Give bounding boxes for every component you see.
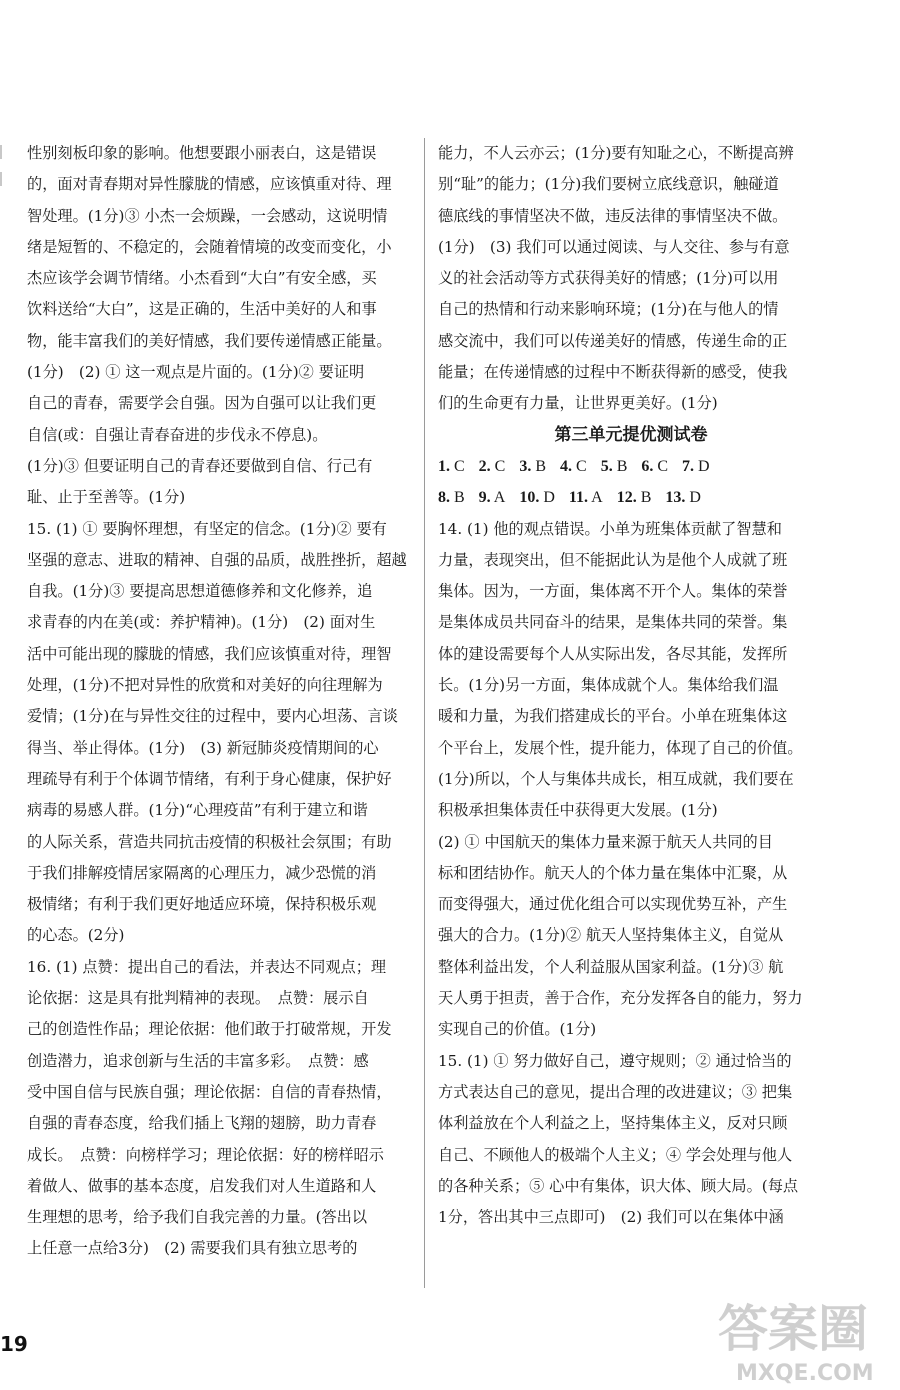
text-line: 智处理。(1分)③ 小杰一会烦躁，一会感动，这说明情 bbox=[27, 206, 388, 225]
text-line: 德底线的事情坚决不做，违反法律的事情坚决不做。 bbox=[438, 206, 788, 225]
text-line: 物，能丰富我们的美好情感，我们要传递情感正能量。 bbox=[27, 331, 392, 350]
answer-choice: A bbox=[493, 489, 506, 507]
answer-item bbox=[438, 458, 465, 475]
text-line: 整体利益出发，个人利益服从国家利益。(1分)③ 航 bbox=[438, 957, 784, 976]
text-line: 个平台上，发展个性，提升能力，体现了自己的价值。 bbox=[438, 738, 803, 757]
text-line: 活中可能出现的朦胧的情感，我们应该慎重对待，理智 bbox=[27, 644, 392, 663]
text-line: 14. (1) 他的观点错误。小单为班集体贡献了智慧和 bbox=[438, 519, 782, 538]
answer-item bbox=[569, 489, 603, 506]
text-line: 极情绪；有利于我们更好地适应环境，保持积极乐观 bbox=[27, 895, 377, 914]
answer-row bbox=[438, 482, 824, 513]
page-number: 19 bbox=[0, 1332, 28, 1356]
text-line: 能力，不人云亦云；(1分)要有知耻之心，不断提高辨 bbox=[438, 144, 794, 162]
answer-choice: B bbox=[616, 457, 628, 475]
text-line: (2) ① 中国航天的集体力量来源于航天人共同的目 bbox=[438, 832, 773, 851]
section-title: 第三单元提优测试卷 bbox=[554, 424, 708, 445]
question-number: 8. bbox=[438, 489, 450, 507]
answer-item bbox=[479, 489, 506, 506]
text-line: 自信(或：自强让青春奋进的步伐永不停息)。 bbox=[27, 425, 328, 444]
text-line: 的各种关系；⑤ 心中有集体，识大体、顾大局。(每点 bbox=[438, 1176, 799, 1195]
text-line: 是集体成员共同奋斗的结果，是集体共同的荣誉。集 bbox=[438, 613, 788, 632]
answer-choice: D bbox=[689, 489, 701, 507]
answer-item bbox=[665, 489, 701, 506]
text-line: 感交流中，我们可以传递美好的情感，传递生命的正 bbox=[438, 331, 788, 350]
question-number: 13. bbox=[665, 489, 686, 507]
text-line: 爱情；(1分)在与异性交往的过程中，要内心坦荡、言谈 bbox=[27, 707, 398, 726]
text-line: 体的建设需要每个人从实际出发，各尽其能，发挥所 bbox=[438, 644, 788, 663]
text-line: 杰应该学会调节情绪。小杰看到“大白”有安全感，买 bbox=[27, 269, 377, 288]
text-line: 集体。因为，一方面，集体离不开个人。集体的荣誉 bbox=[438, 582, 788, 601]
text-line: 坚强的意志、进取的精神、自强的品质，战胜挫折，超越 bbox=[27, 550, 407, 569]
text-line: 着做人、做事的基本态度，启发我们对人生道路和人 bbox=[27, 1176, 377, 1195]
right-column bbox=[438, 138, 824, 1233]
left-column bbox=[27, 138, 411, 1265]
watermark-logo bbox=[714, 1288, 894, 1388]
text-line: 15. (1) ① 努力做好自己，遵守规则；② 通过恰当的 bbox=[438, 1051, 792, 1070]
text-line: 自强的青春态度，给我们插上飞翔的翅膀，助力青春 bbox=[27, 1114, 377, 1133]
text-line: 的，面对青春期对异性朦胧的情感，应该慎重对待、理 bbox=[27, 175, 392, 194]
text-line: 处理，(1分)不把对异性的欣赏和对美好的向往理解为 bbox=[27, 676, 383, 695]
text-line: 求青春的内在美(或：养护精神)。(1分) (2) 面对生 bbox=[27, 613, 376, 632]
answer-choice: C bbox=[657, 457, 669, 475]
text-line: 自己的青春，需要学会自强。因为自强可以让我们更 bbox=[27, 394, 377, 413]
answer-item bbox=[682, 458, 710, 475]
answer-key bbox=[438, 451, 824, 514]
answer-choice: C bbox=[494, 457, 506, 475]
answer-item bbox=[560, 458, 587, 475]
text-line: 义的社会活动等方式获得美好的情感；(1分)可以用 bbox=[438, 269, 779, 288]
answer-item bbox=[641, 458, 668, 475]
answer-item bbox=[519, 489, 555, 506]
answer-item bbox=[601, 458, 628, 475]
left-edge-mark bbox=[0, 172, 2, 186]
text-line: 而变得强大，通过优化组合可以实现优势互补，产生 bbox=[438, 895, 788, 914]
question-number: 1. bbox=[438, 457, 450, 475]
text-line: 长。(1分)另一方面，集体成就个人。集体给我们温 bbox=[438, 676, 779, 695]
answer-choice: C bbox=[454, 457, 465, 475]
text-line: 15. (1) ① 要胸怀理想，有坚定的信念。(1分)② 要有 bbox=[27, 519, 387, 538]
text-line: (1分) (2) ① 这一观点是片面的。(1分)② 要证明 bbox=[27, 363, 365, 382]
text-line: 绪是短暂的、不稳定的，会随着情境的改变而变化，小 bbox=[27, 237, 392, 256]
answer-item bbox=[617, 489, 652, 506]
text-line: 16. (1) 点赞：提出自己的看法，并表达不同观点；理 bbox=[27, 957, 387, 976]
text-line: 体利益放在个人利益之上，坚持集体主义，反对只顾 bbox=[438, 1114, 788, 1133]
text-line: 积极承担集体责任中获得更大发展。(1分) bbox=[438, 801, 718, 820]
text-line: 成长。 点赞：向榜样学习；理论依据：好的榜样昭示 bbox=[27, 1145, 384, 1164]
text-line: 力量，表现突出，但不能据此认为是他个人成就了班 bbox=[438, 550, 788, 569]
text-line: 1分，答出其中三点即可) (2) 我们可以在集体中涵 bbox=[438, 1208, 784, 1227]
answer-choice: D bbox=[698, 457, 710, 475]
column-divider bbox=[424, 138, 425, 1288]
text-line: 天人勇于担责，善于合作，充分发挥各自的能力，努力 bbox=[438, 989, 803, 1008]
question-number: 10. bbox=[519, 489, 540, 507]
answer-item bbox=[479, 458, 506, 475]
right-column-bottom-text bbox=[438, 514, 824, 1234]
text-line: 自我。(1分)③ 要提高思想道德修养和文化修养，追 bbox=[27, 582, 373, 601]
text-line: 暖和力量，为我们搭建成长的平台。小单在班集体这 bbox=[438, 707, 788, 726]
text-line: 的人际关系，营造共同抗击疫情的积极社会氛围；有助 bbox=[27, 832, 392, 851]
answer-choice: A bbox=[591, 489, 603, 507]
answer-choice: B bbox=[640, 489, 652, 507]
text-line: (1分)所以，个人与集体共成长，相互成就，我们要在 bbox=[438, 769, 794, 788]
text-line: 自己的热情和行动来影响环境；(1分)在与他人的情 bbox=[438, 300, 779, 319]
text-line: 能量；在传递情感的过程中不断获得新的感受，使我 bbox=[438, 363, 788, 382]
text-line: 强大的合力。(1分)② 航天人坚持集体主义，自觉从 bbox=[438, 926, 784, 945]
question-number: 5. bbox=[600, 457, 613, 475]
text-line: 方式表达自己的意见，提出合理的改进建议；③ 把集 bbox=[438, 1082, 793, 1101]
question-number: 2. bbox=[478, 457, 491, 475]
text-line: 耻、止于至善等。(1分) bbox=[27, 488, 186, 507]
text-line: 别“耻”的能力；(1分)我们要树立底线意识，触碰道 bbox=[438, 175, 779, 194]
left-edge-mark bbox=[0, 145, 2, 159]
text-line: 的心态。(2分) bbox=[27, 926, 125, 945]
question-number: 3. bbox=[519, 457, 532, 475]
watermark-url-text: MXQE.COM bbox=[736, 1361, 874, 1386]
text-line: 生理想的思考，给予我们自我完善的力量。(答出以 bbox=[27, 1208, 368, 1227]
text-line: 于我们排解疫情居家隔离的心理压力，减少恐慌的消 bbox=[27, 863, 377, 882]
answer-choice: D bbox=[543, 489, 555, 507]
answer-item bbox=[519, 458, 546, 475]
text-line: 己的创造性作品；理论依据：他们敢于打破常规，开发 bbox=[27, 1020, 392, 1039]
text-line: 受中国自信与民族自强；理论依据：自信的青春热情， bbox=[27, 1082, 392, 1101]
text-line: 性别刻板印象的影响。他想要跟小丽表白，这是错误 bbox=[27, 144, 377, 162]
text-line: 实现自己的价值。(1分) bbox=[438, 1020, 597, 1039]
text-line: 病毒的易感人群。(1分)“心理疫苗”有利于建立和谐 bbox=[27, 801, 368, 820]
text-line: 上任意一点给3分) (2) 需要我们具有独立思考的 bbox=[27, 1239, 358, 1258]
answer-choice: B bbox=[535, 457, 547, 475]
text-line: (1分) (3) 我们可以通过阅读、与人交往、参与有意 bbox=[438, 237, 790, 256]
answer-item bbox=[438, 489, 465, 506]
right-column-top-text bbox=[438, 138, 824, 420]
question-number: 9. bbox=[478, 489, 491, 507]
question-number: 7. bbox=[682, 457, 695, 475]
text-line: 饮料送给“大白”，这是正确的，生活中美好的人和事 bbox=[27, 300, 377, 319]
text-line: 自己、不顾他人的极端个人主义；④ 学会处理与他人 bbox=[438, 1145, 793, 1164]
question-number: 11. bbox=[568, 489, 589, 507]
answer-choice: B bbox=[454, 489, 465, 507]
question-number: 12. bbox=[616, 489, 637, 507]
answer-choice: C bbox=[576, 457, 587, 475]
answer-row bbox=[438, 451, 824, 482]
question-number: 4. bbox=[560, 457, 573, 475]
text-line: 创造潜力，追求创新与生活的丰富多彩。 点赞：感 bbox=[27, 1051, 369, 1070]
text-line: 标和团结协作。航天人的个体力量在集体中汇聚，从 bbox=[438, 863, 788, 882]
text-line: 们的生命更有力量，让世界更美好。(1分) bbox=[438, 394, 718, 413]
watermark-main-text: 答案圈 bbox=[718, 1300, 868, 1358]
text-line: 论依据：这是具有批判精神的表现。 点赞：展示自 bbox=[27, 989, 369, 1008]
question-number: 6. bbox=[641, 457, 654, 475]
text-line: 理疏导有利于个体调节情绪，有利于身心健康，保护好 bbox=[27, 769, 392, 788]
text-line: (1分)③ 但要证明自己的青春还要做到自信、行己有 bbox=[27, 456, 373, 475]
text-line: 得当、举止得体。(1分) (3) 新冠肺炎疫情期间的心 bbox=[27, 738, 379, 757]
